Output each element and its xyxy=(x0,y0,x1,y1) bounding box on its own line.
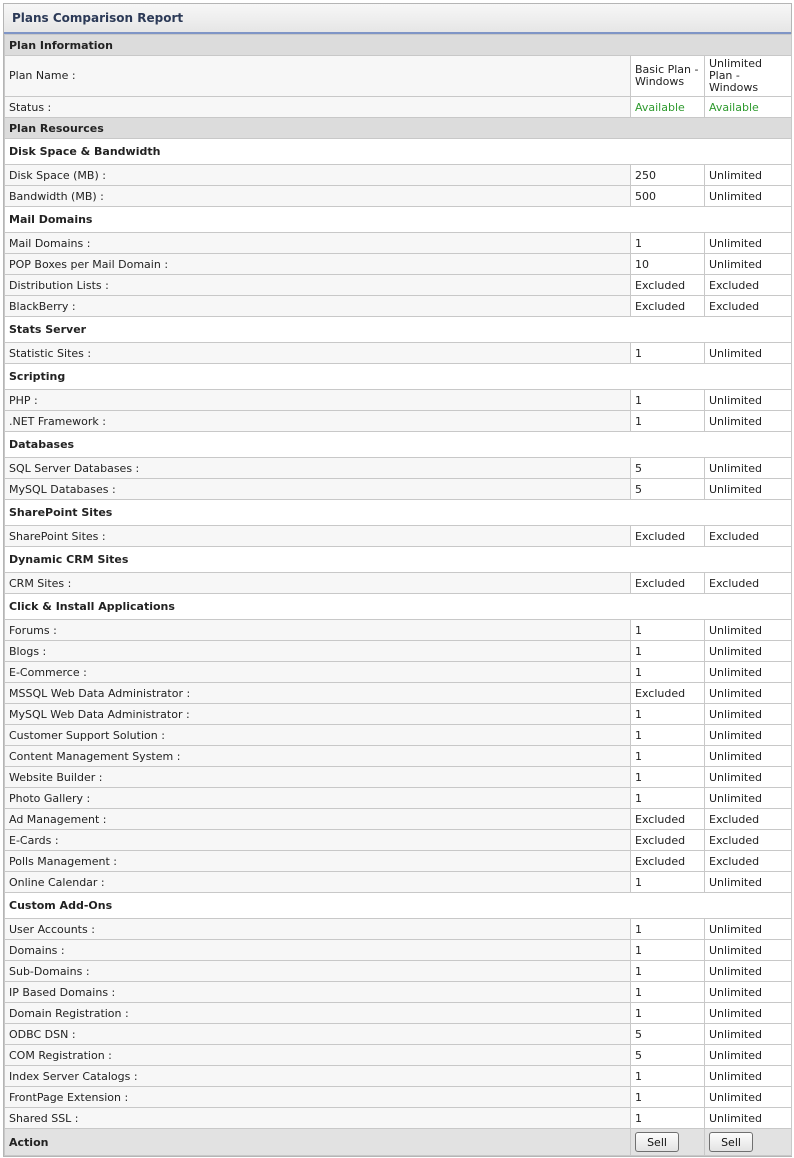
resource-row xyxy=(5,809,792,830)
resource-row xyxy=(5,1045,792,1066)
sell-basic-button[interactable]: Sell xyxy=(635,1132,679,1152)
value-basic: 1 xyxy=(631,746,705,767)
row-label: POP Boxes per Mail Domain : xyxy=(5,254,631,275)
resource-row xyxy=(5,233,792,254)
row-label: Distribution Lists : xyxy=(5,275,631,296)
resource-row xyxy=(5,641,792,662)
row-label: Domains : xyxy=(5,940,631,961)
resource-row xyxy=(5,411,792,432)
group-header-row xyxy=(5,432,792,458)
comparison-table xyxy=(4,34,792,1156)
plans-comparison-panel xyxy=(3,3,792,1157)
status-basic: Available xyxy=(631,97,705,118)
resource-row xyxy=(5,830,792,851)
action-cell xyxy=(705,1129,792,1156)
row-label: FrontPage Extension : xyxy=(5,1087,631,1108)
value-unlimited: Excluded xyxy=(705,296,792,317)
value-basic: 500 xyxy=(631,186,705,207)
resource-row xyxy=(5,1087,792,1108)
value-unlimited: Excluded xyxy=(705,275,792,296)
page-title: Plans Comparison Report xyxy=(4,4,791,34)
value-basic: 10 xyxy=(631,254,705,275)
resource-row xyxy=(5,390,792,411)
resource-row xyxy=(5,573,792,594)
resource-row xyxy=(5,1024,792,1045)
value-basic: 250 xyxy=(631,165,705,186)
value-unlimited: Unlimited xyxy=(705,1003,792,1024)
value-unlimited: Unlimited xyxy=(705,390,792,411)
resource-row xyxy=(5,296,792,317)
action-row xyxy=(5,1129,792,1156)
section-header: Plan Information xyxy=(5,35,792,56)
row-label: MySQL Web Data Administrator : xyxy=(5,704,631,725)
value-basic: 1 xyxy=(631,641,705,662)
value-unlimited: Unlimited xyxy=(705,343,792,364)
value-unlimited: Unlimited xyxy=(705,620,792,641)
row-label: Website Builder : xyxy=(5,767,631,788)
group-header-row xyxy=(5,207,792,233)
row-label: Mail Domains : xyxy=(5,233,631,254)
value-unlimited: Unlimited xyxy=(705,1045,792,1066)
resource-row xyxy=(5,186,792,207)
value-basic: 1 xyxy=(631,390,705,411)
value-basic: 1 xyxy=(631,982,705,1003)
row-label: SharePoint Sites : xyxy=(5,526,631,547)
resource-row xyxy=(5,961,792,982)
resource-row xyxy=(5,1066,792,1087)
row-label: Online Calendar : xyxy=(5,872,631,893)
sell-unlimited-button[interactable]: Sell xyxy=(709,1132,753,1152)
value-basic: 1 xyxy=(631,620,705,641)
value-unlimited: Unlimited xyxy=(705,919,792,940)
value-basic: 1 xyxy=(631,1087,705,1108)
value-unlimited: Unlimited xyxy=(705,1108,792,1129)
value-basic: 1 xyxy=(631,725,705,746)
plan-name-unlimited: Unlimited Plan - Windows xyxy=(705,56,792,97)
plan-name-basic: Basic Plan - Windows xyxy=(631,56,705,97)
resource-row xyxy=(5,1108,792,1129)
row-label: Index Server Catalogs : xyxy=(5,1066,631,1087)
value-unlimited: Unlimited xyxy=(705,254,792,275)
value-unlimited: Excluded xyxy=(705,526,792,547)
value-unlimited: Unlimited xyxy=(705,641,792,662)
resource-row xyxy=(5,851,792,872)
value-unlimited: Unlimited xyxy=(705,683,792,704)
row-label: E-Commerce : xyxy=(5,662,631,683)
value-basic: 5 xyxy=(631,1024,705,1045)
group-header-row xyxy=(5,317,792,343)
value-unlimited: Unlimited xyxy=(705,767,792,788)
plan-name-row xyxy=(5,56,792,97)
resource-row xyxy=(5,788,792,809)
section-plan-information xyxy=(5,35,792,56)
value-basic: 1 xyxy=(631,767,705,788)
value-basic: 1 xyxy=(631,919,705,940)
resource-row xyxy=(5,165,792,186)
resource-row xyxy=(5,704,792,725)
row-label: Bandwidth (MB) : xyxy=(5,186,631,207)
row-label: Polls Management : xyxy=(5,851,631,872)
group-title: Dynamic CRM Sites xyxy=(5,547,792,573)
value-basic: 1 xyxy=(631,872,705,893)
value-unlimited: Unlimited xyxy=(705,704,792,725)
value-basic: 1 xyxy=(631,233,705,254)
resource-row xyxy=(5,662,792,683)
resource-row xyxy=(5,725,792,746)
resource-row xyxy=(5,683,792,704)
value-unlimited: Unlimited xyxy=(705,662,792,683)
row-label: Shared SSL : xyxy=(5,1108,631,1129)
group-title: Custom Add-Ons xyxy=(5,893,792,919)
section-header: Plan Resources xyxy=(5,118,792,139)
resource-row xyxy=(5,746,792,767)
value-unlimited: Unlimited xyxy=(705,1024,792,1045)
group-title: Disk Space & Bandwidth xyxy=(5,139,792,165)
value-unlimited: Excluded xyxy=(705,830,792,851)
group-header-row xyxy=(5,893,792,919)
value-basic: 1 xyxy=(631,1066,705,1087)
resource-row xyxy=(5,526,792,547)
row-label: User Accounts : xyxy=(5,919,631,940)
value-basic: 5 xyxy=(631,479,705,500)
value-unlimited: Unlimited xyxy=(705,725,792,746)
value-basic: 1 xyxy=(631,343,705,364)
row-label: Domain Registration : xyxy=(5,1003,631,1024)
value-basic: 1 xyxy=(631,940,705,961)
value-basic: 5 xyxy=(631,458,705,479)
resource-row xyxy=(5,919,792,940)
value-basic: Excluded xyxy=(631,296,705,317)
group-title: Mail Domains xyxy=(5,207,792,233)
group-title: SharePoint Sites xyxy=(5,500,792,526)
value-basic: Excluded xyxy=(631,830,705,851)
row-label: Blogs : xyxy=(5,641,631,662)
value-basic: Excluded xyxy=(631,275,705,296)
value-unlimited: Unlimited xyxy=(705,186,792,207)
value-unlimited: Unlimited xyxy=(705,746,792,767)
row-label: Content Management System : xyxy=(5,746,631,767)
value-unlimited: Unlimited xyxy=(705,940,792,961)
value-unlimited: Unlimited xyxy=(705,788,792,809)
status-unlimited: Available xyxy=(705,97,792,118)
row-label: Action xyxy=(5,1129,631,1156)
group-title: Click & Install Applications xyxy=(5,594,792,620)
row-label: Status : xyxy=(5,97,631,118)
value-basic: Excluded xyxy=(631,851,705,872)
value-basic: 1 xyxy=(631,788,705,809)
value-basic: Excluded xyxy=(631,526,705,547)
action-cell xyxy=(631,1129,705,1156)
resource-row xyxy=(5,479,792,500)
value-basic: Excluded xyxy=(631,809,705,830)
value-unlimited: Excluded xyxy=(705,809,792,830)
resource-row xyxy=(5,620,792,641)
resource-row xyxy=(5,1003,792,1024)
resource-row xyxy=(5,982,792,1003)
resource-row xyxy=(5,275,792,296)
resource-row xyxy=(5,872,792,893)
value-basic: 1 xyxy=(631,704,705,725)
row-label: IP Based Domains : xyxy=(5,982,631,1003)
row-label: ODBC DSN : xyxy=(5,1024,631,1045)
group-header-row xyxy=(5,547,792,573)
row-label: BlackBerry : xyxy=(5,296,631,317)
resource-row xyxy=(5,343,792,364)
group-header-row xyxy=(5,139,792,165)
resource-row xyxy=(5,767,792,788)
resource-row xyxy=(5,254,792,275)
row-label: COM Registration : xyxy=(5,1045,631,1066)
value-basic: 1 xyxy=(631,961,705,982)
row-label: Disk Space (MB) : xyxy=(5,165,631,186)
row-label: Photo Gallery : xyxy=(5,788,631,809)
value-unlimited: Excluded xyxy=(705,573,792,594)
row-label: Ad Management : xyxy=(5,809,631,830)
value-unlimited: Unlimited xyxy=(705,961,792,982)
value-unlimited: Unlimited xyxy=(705,872,792,893)
value-unlimited: Unlimited xyxy=(705,1066,792,1087)
row-label: PHP : xyxy=(5,390,631,411)
value-basic: 1 xyxy=(631,662,705,683)
value-basic: Excluded xyxy=(631,683,705,704)
resource-row xyxy=(5,940,792,961)
value-unlimited: Unlimited xyxy=(705,458,792,479)
value-basic: 1 xyxy=(631,411,705,432)
group-title: Stats Server xyxy=(5,317,792,343)
value-basic: Excluded xyxy=(631,573,705,594)
group-title: Scripting xyxy=(5,364,792,390)
value-basic: 5 xyxy=(631,1045,705,1066)
value-unlimited: Unlimited xyxy=(705,1087,792,1108)
value-unlimited: Unlimited xyxy=(705,982,792,1003)
value-basic: 1 xyxy=(631,1108,705,1129)
row-label: Forums : xyxy=(5,620,631,641)
row-label: .NET Framework : xyxy=(5,411,631,432)
resource-row xyxy=(5,458,792,479)
row-label: Statistic Sites : xyxy=(5,343,631,364)
row-label: CRM Sites : xyxy=(5,573,631,594)
row-label: Plan Name : xyxy=(5,56,631,97)
group-title: Databases xyxy=(5,432,792,458)
group-header-row xyxy=(5,364,792,390)
value-unlimited: Unlimited xyxy=(705,233,792,254)
value-basic: 1 xyxy=(631,1003,705,1024)
group-header-row xyxy=(5,594,792,620)
row-label: MySQL Databases : xyxy=(5,479,631,500)
value-unlimited: Unlimited xyxy=(705,479,792,500)
value-unlimited: Unlimited xyxy=(705,165,792,186)
row-label: SQL Server Databases : xyxy=(5,458,631,479)
status-row xyxy=(5,97,792,118)
row-label: Sub-Domains : xyxy=(5,961,631,982)
row-label: MSSQL Web Data Administrator : xyxy=(5,683,631,704)
value-unlimited: Unlimited xyxy=(705,411,792,432)
row-label: Customer Support Solution : xyxy=(5,725,631,746)
row-label: E-Cards : xyxy=(5,830,631,851)
section-plan-resources xyxy=(5,118,792,139)
value-unlimited: Excluded xyxy=(705,851,792,872)
group-header-row xyxy=(5,500,792,526)
